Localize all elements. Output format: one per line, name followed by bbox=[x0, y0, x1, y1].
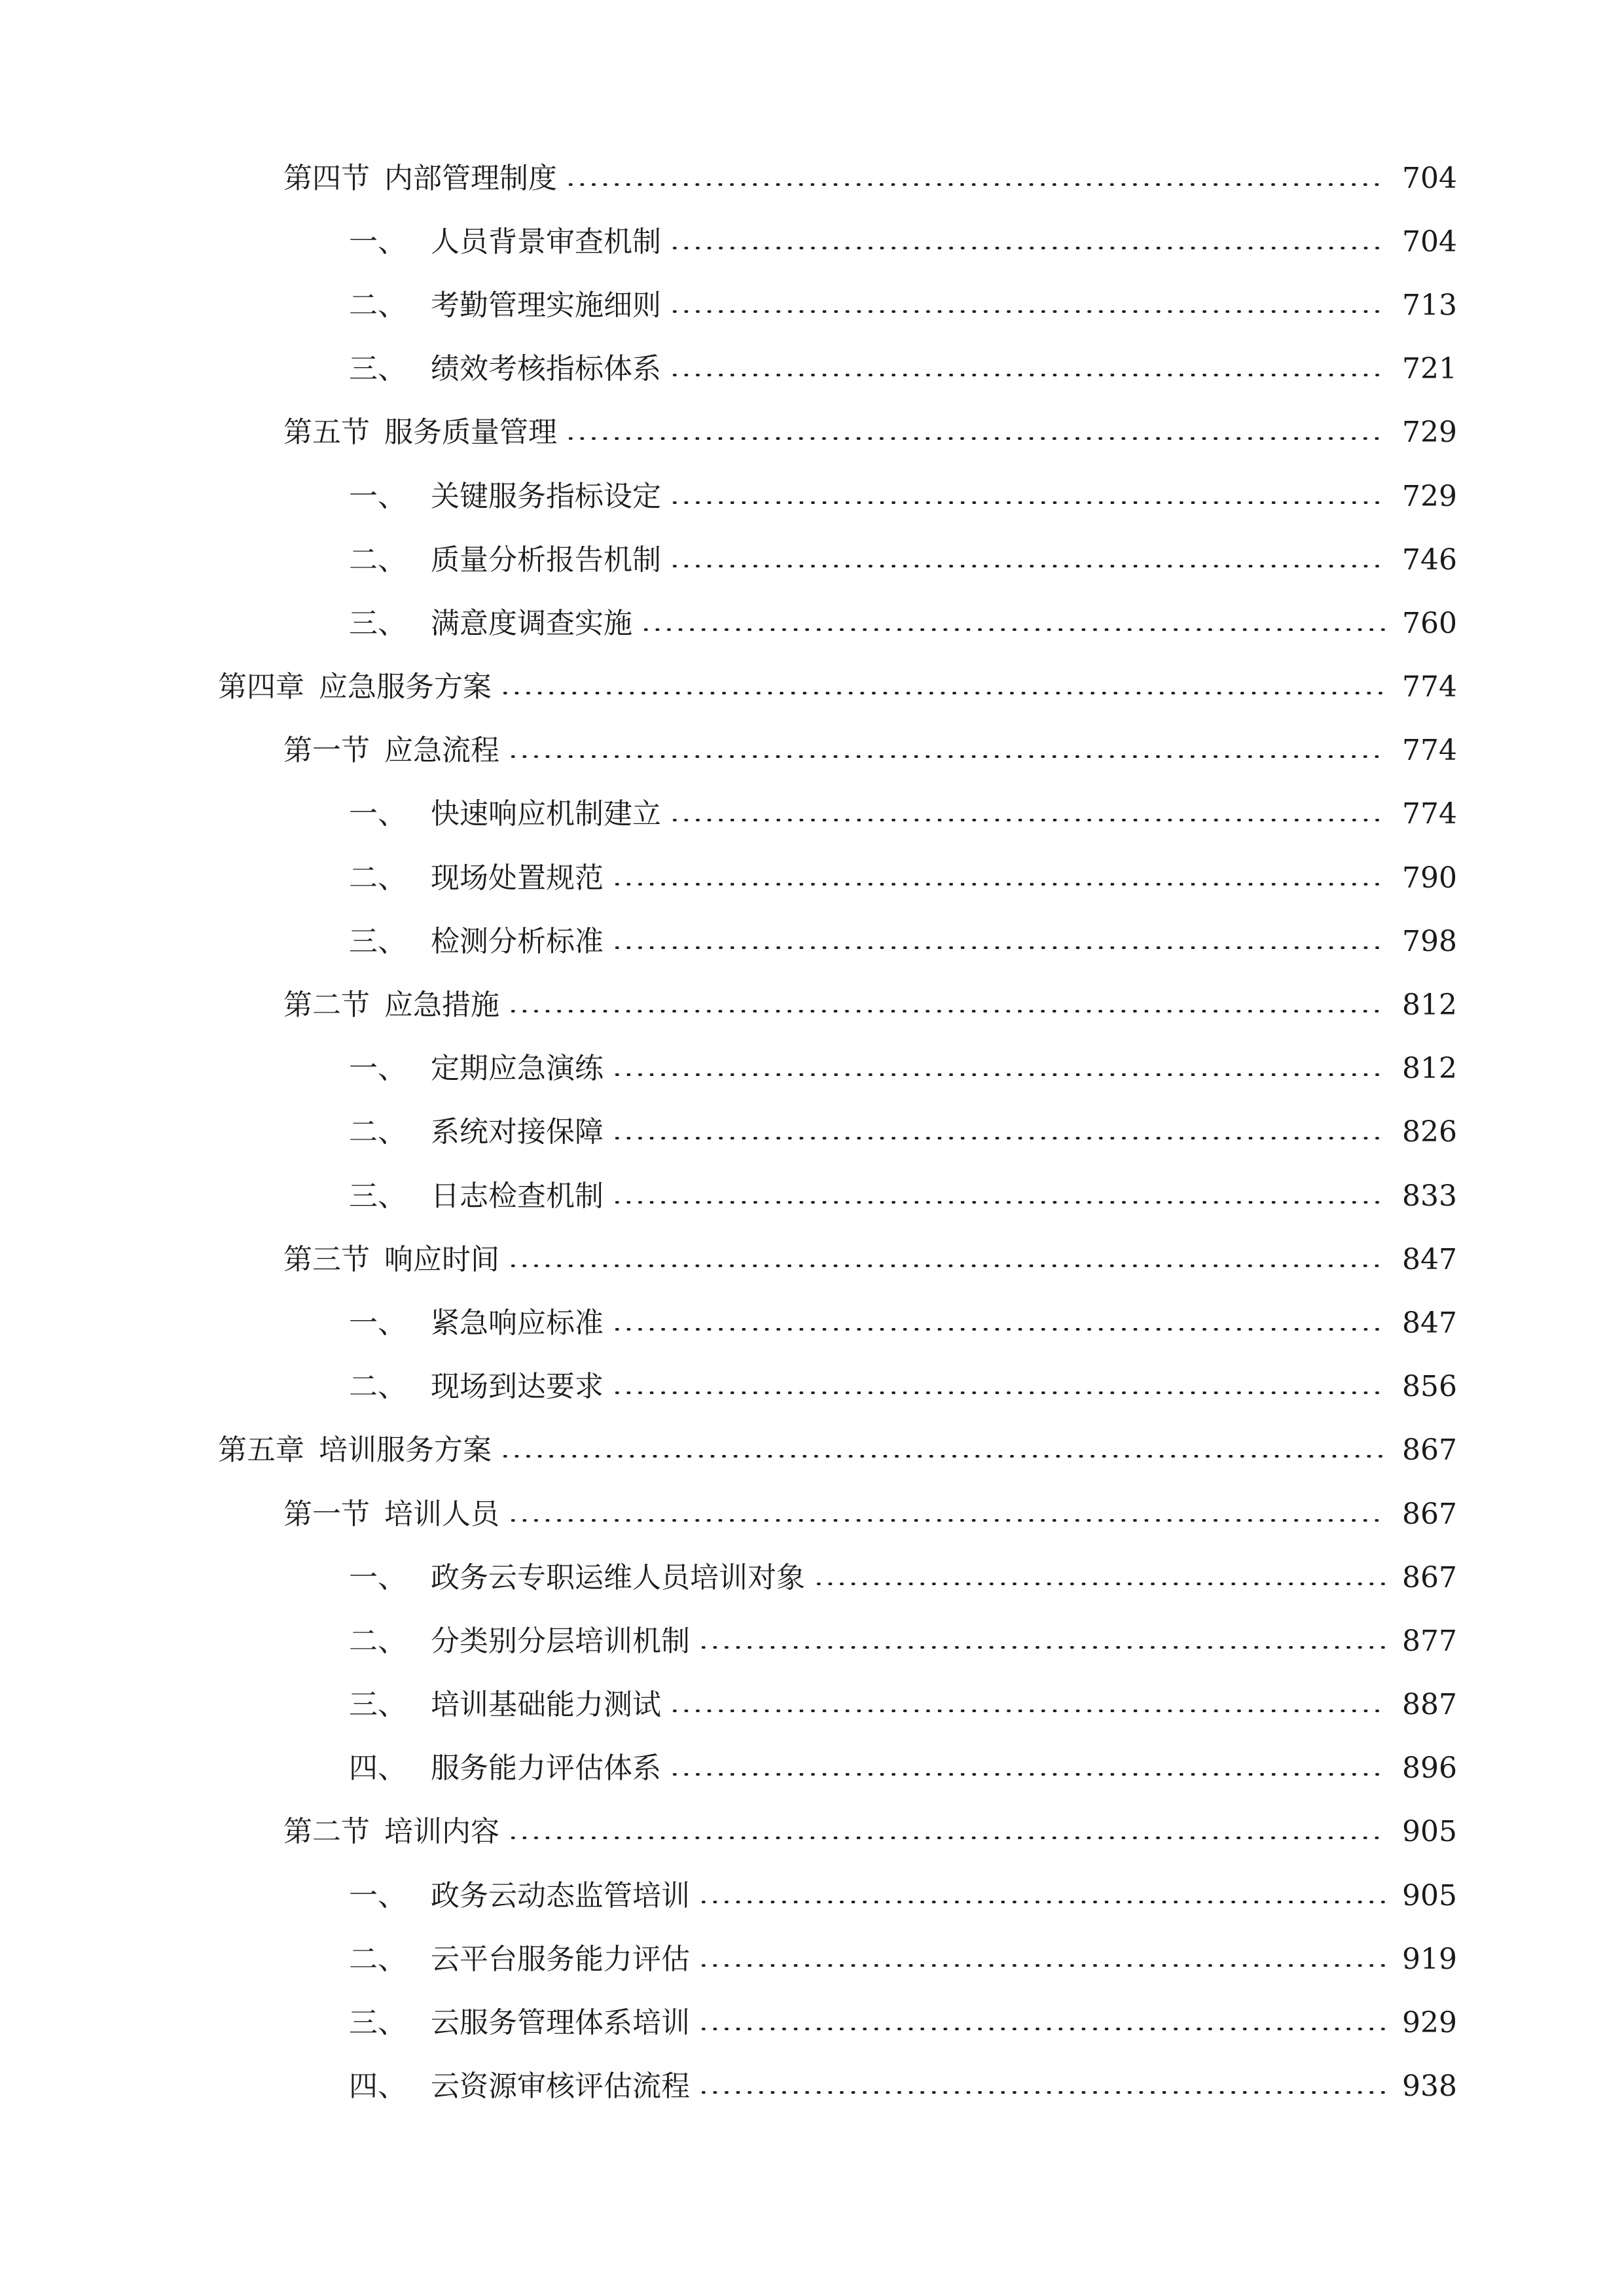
toc-entry-title: 满意度调查实施 bbox=[431, 606, 632, 640]
toc-entry[interactable] bbox=[0, 401, 1624, 465]
toc-entry[interactable] bbox=[0, 1101, 1624, 1164]
toc-entry-title: 绩效考核指标体系 bbox=[431, 352, 661, 386]
dot-leader bbox=[669, 565, 1385, 567]
dot-leader bbox=[698, 1964, 1385, 1967]
toc-entry-page-number: 896 bbox=[1402, 1751, 1457, 1785]
toc-entry-page-number: 905 bbox=[1402, 1878, 1457, 1912]
toc-entry-title: 关键服务指标设定 bbox=[431, 479, 661, 513]
toc-entry-title: 应急服务方案 bbox=[319, 670, 492, 704]
toc-entry-number: 三、 bbox=[349, 1688, 406, 1722]
dot-leader bbox=[698, 1646, 1385, 1649]
toc-entry-number: 三、 bbox=[349, 2006, 406, 2040]
dot-leader bbox=[669, 501, 1385, 504]
toc-entry-title: 云资源审核评估流程 bbox=[431, 2070, 690, 2104]
toc-entry-title: 培训基础能力测试 bbox=[431, 1688, 661, 1722]
toc-entry[interactable] bbox=[0, 147, 1624, 210]
dot-leader bbox=[507, 755, 1385, 758]
toc-entry-page-number: 774 bbox=[1402, 670, 1457, 704]
toc-entry[interactable] bbox=[0, 1355, 1624, 1419]
toc-entry-title: 培训人员 bbox=[384, 1497, 499, 1531]
dot-leader bbox=[565, 183, 1385, 186]
toc-entry[interactable] bbox=[0, 592, 1624, 655]
toc-entry[interactable] bbox=[0, 910, 1624, 973]
toc-entry-number: 二、 bbox=[349, 288, 406, 322]
toc-entry-number: 二、 bbox=[349, 1115, 406, 1149]
dot-leader bbox=[669, 374, 1385, 376]
toc-entry[interactable] bbox=[0, 973, 1624, 1037]
toc-entry-title: 质量分析报告机制 bbox=[431, 543, 661, 577]
toc-entry[interactable] bbox=[0, 846, 1624, 910]
toc-entry[interactable] bbox=[0, 1928, 1624, 1991]
dot-leader bbox=[499, 1455, 1385, 1458]
toc-entry[interactable] bbox=[0, 465, 1624, 528]
toc-entry-page-number: 867 bbox=[1402, 1560, 1457, 1594]
toc-entry-title: 定期应急演练 bbox=[431, 1052, 604, 1086]
dot-leader bbox=[507, 1265, 1385, 1267]
toc-entry-number: 三、 bbox=[349, 1179, 406, 1213]
toc-entry-page-number: 790 bbox=[1402, 861, 1457, 895]
dot-leader bbox=[507, 1837, 1385, 1839]
toc-entry[interactable] bbox=[0, 528, 1624, 592]
dot-leader bbox=[640, 628, 1385, 631]
dot-leader bbox=[669, 1773, 1385, 1776]
dot-leader bbox=[611, 1073, 1385, 1076]
toc-entry-page-number: 746 bbox=[1402, 543, 1457, 577]
toc-entry-page-number: 760 bbox=[1402, 606, 1457, 640]
toc-entry-page-number: 856 bbox=[1402, 1370, 1457, 1404]
toc-entry[interactable] bbox=[0, 719, 1624, 783]
toc-entry-page-number: 867 bbox=[1402, 1497, 1457, 1531]
toc-entry[interactable] bbox=[0, 338, 1624, 401]
toc-entry-number: 第一节 bbox=[283, 1497, 370, 1531]
dot-leader bbox=[669, 247, 1385, 249]
toc-entry-number: 第二节 bbox=[283, 988, 370, 1022]
dot-leader bbox=[813, 1583, 1385, 1585]
toc-entry-page-number: 826 bbox=[1402, 1115, 1457, 1149]
toc-entry-page-number: 812 bbox=[1402, 1052, 1457, 1086]
toc-entry-page-number: 812 bbox=[1402, 988, 1457, 1022]
toc-entry-number: 一、 bbox=[349, 1052, 406, 1086]
toc-entry-number: 第三节 bbox=[283, 1242, 370, 1276]
dot-leader bbox=[611, 1328, 1385, 1331]
toc-entry-title: 日志检查机制 bbox=[431, 1179, 604, 1213]
toc-entry-number: 第一节 bbox=[283, 734, 370, 768]
toc-entry-number: 一、 bbox=[349, 1560, 406, 1594]
toc-entry[interactable] bbox=[0, 1291, 1624, 1355]
toc-entry[interactable] bbox=[0, 1482, 1624, 1546]
toc-entry-number: 三、 bbox=[349, 924, 406, 958]
toc-entry-title: 系统对接保障 bbox=[431, 1115, 604, 1149]
toc-entry[interactable] bbox=[0, 656, 1624, 719]
toc-entry-title: 政务云动态监管培训 bbox=[431, 1878, 690, 1912]
dot-leader bbox=[507, 1519, 1385, 1522]
toc-entry-page-number: 721 bbox=[1402, 352, 1457, 386]
toc-entry-number: 第五章 bbox=[218, 1433, 304, 1467]
toc-entry-page-number: 713 bbox=[1402, 288, 1457, 322]
toc-entry-number: 三、 bbox=[349, 606, 406, 640]
toc-entry-page-number: 833 bbox=[1402, 1179, 1457, 1213]
toc-entry-page-number: 938 bbox=[1402, 2070, 1457, 2104]
toc-entry-title: 培训服务方案 bbox=[319, 1433, 492, 1467]
toc-entry[interactable] bbox=[0, 1737, 1624, 1801]
toc-entry-number: 三、 bbox=[349, 352, 406, 386]
toc-entry-title: 云平台服务能力评估 bbox=[431, 1942, 690, 1976]
toc-entry-title: 人员背景审查机制 bbox=[431, 224, 661, 259]
toc-entry-title: 云服务管理体系培训 bbox=[431, 2006, 690, 2040]
dot-leader bbox=[611, 946, 1385, 949]
dot-leader bbox=[698, 1901, 1385, 1903]
toc-entry-page-number: 887 bbox=[1402, 1688, 1457, 1722]
toc-entry-title: 培训内容 bbox=[384, 1815, 499, 1849]
toc-entry-title: 应急流程 bbox=[384, 734, 499, 768]
dot-leader bbox=[499, 692, 1385, 694]
dot-leader bbox=[669, 819, 1385, 821]
toc-entry-number: 四、 bbox=[349, 2070, 406, 2104]
toc-entry[interactable] bbox=[0, 274, 1624, 337]
toc-entry-number: 第四章 bbox=[218, 670, 304, 704]
toc-entry-number: 二、 bbox=[349, 543, 406, 577]
table-of-contents bbox=[0, 147, 1624, 2119]
toc-entry[interactable] bbox=[0, 1991, 1624, 2054]
toc-entry[interactable] bbox=[0, 1609, 1624, 1673]
toc-entry-page-number: 919 bbox=[1402, 1942, 1457, 1976]
dot-leader bbox=[698, 2028, 1385, 2030]
toc-entry[interactable] bbox=[0, 210, 1624, 274]
toc-entry[interactable] bbox=[0, 1164, 1624, 1228]
toc-entry-number: 二、 bbox=[349, 1942, 406, 1976]
toc-entry-title: 服务能力评估体系 bbox=[431, 1751, 661, 1785]
toc-entry-page-number: 905 bbox=[1402, 1815, 1457, 1849]
toc-entry-title: 检测分析标准 bbox=[431, 924, 604, 958]
dot-leader bbox=[611, 1137, 1385, 1139]
toc-entry-page-number: 847 bbox=[1402, 1306, 1457, 1340]
toc-entry[interactable] bbox=[0, 1419, 1624, 1482]
toc-entry-title: 现场到达要求 bbox=[431, 1370, 604, 1404]
toc-entry-page-number: 877 bbox=[1402, 1624, 1457, 1658]
toc-entry-title: 快速响应机制建立 bbox=[431, 797, 661, 831]
toc-entry-title: 响应时间 bbox=[384, 1242, 499, 1276]
dot-leader bbox=[611, 883, 1385, 886]
toc-entry-title: 分类别分层培训机制 bbox=[431, 1624, 690, 1658]
dot-leader bbox=[669, 310, 1385, 313]
dot-leader bbox=[669, 1710, 1385, 1712]
toc-entry[interactable] bbox=[0, 2055, 1624, 2119]
dot-leader bbox=[565, 437, 1385, 440]
toc-entry-title: 紧急响应标准 bbox=[431, 1306, 604, 1340]
toc-entry-number: 二、 bbox=[349, 1370, 406, 1404]
toc-entry-title: 内部管理制度 bbox=[384, 161, 557, 195]
toc-entry-page-number: 798 bbox=[1402, 924, 1457, 958]
toc-entry-page-number: 729 bbox=[1402, 416, 1457, 450]
toc-entry-number: 第五节 bbox=[283, 416, 370, 450]
toc-entry[interactable] bbox=[0, 1228, 1624, 1291]
toc-entry[interactable] bbox=[0, 1037, 1624, 1101]
toc-entry-number: 第四节 bbox=[283, 161, 370, 195]
dot-leader bbox=[507, 1010, 1385, 1013]
toc-entry[interactable] bbox=[0, 783, 1624, 846]
toc-entry-number: 四、 bbox=[349, 1751, 406, 1785]
toc-entry-title: 应急措施 bbox=[384, 988, 499, 1022]
toc-entry-page-number: 729 bbox=[1402, 479, 1457, 513]
toc-entry[interactable] bbox=[0, 1864, 1624, 1928]
toc-entry-title: 考勤管理实施细则 bbox=[431, 288, 661, 322]
toc-entry-title: 服务质量管理 bbox=[384, 416, 557, 450]
dot-leader bbox=[611, 1391, 1385, 1394]
toc-entry-number: 第二节 bbox=[283, 1815, 370, 1849]
toc-entry-page-number: 867 bbox=[1402, 1433, 1457, 1467]
toc-entry-number: 二、 bbox=[349, 1624, 406, 1658]
toc-entry-page-number: 929 bbox=[1402, 2006, 1457, 2040]
toc-entry-number: 一、 bbox=[349, 1878, 406, 1912]
toc-entry[interactable] bbox=[0, 1801, 1624, 1864]
toc-entry-number: 一、 bbox=[349, 479, 406, 513]
toc-entry-page-number: 704 bbox=[1402, 224, 1457, 259]
toc-entry-number: 一、 bbox=[349, 1306, 406, 1340]
dot-leader bbox=[698, 2091, 1385, 2094]
toc-entry-page-number: 704 bbox=[1402, 161, 1457, 195]
toc-entry-page-number: 774 bbox=[1402, 797, 1457, 831]
toc-entry-number: 二、 bbox=[349, 861, 406, 895]
toc-entry-page-number: 847 bbox=[1402, 1242, 1457, 1276]
toc-entry-title: 政务云专职运维人员培训对象 bbox=[431, 1560, 805, 1594]
toc-entry-title: 现场处置规范 bbox=[431, 861, 604, 895]
toc-entry[interactable] bbox=[0, 1674, 1624, 1737]
toc-entry-number: 一、 bbox=[349, 224, 406, 259]
toc-entry[interactable] bbox=[0, 1546, 1624, 1609]
toc-entry-page-number: 774 bbox=[1402, 734, 1457, 768]
toc-entry-number: 一、 bbox=[349, 797, 406, 831]
dot-leader bbox=[611, 1201, 1385, 1204]
